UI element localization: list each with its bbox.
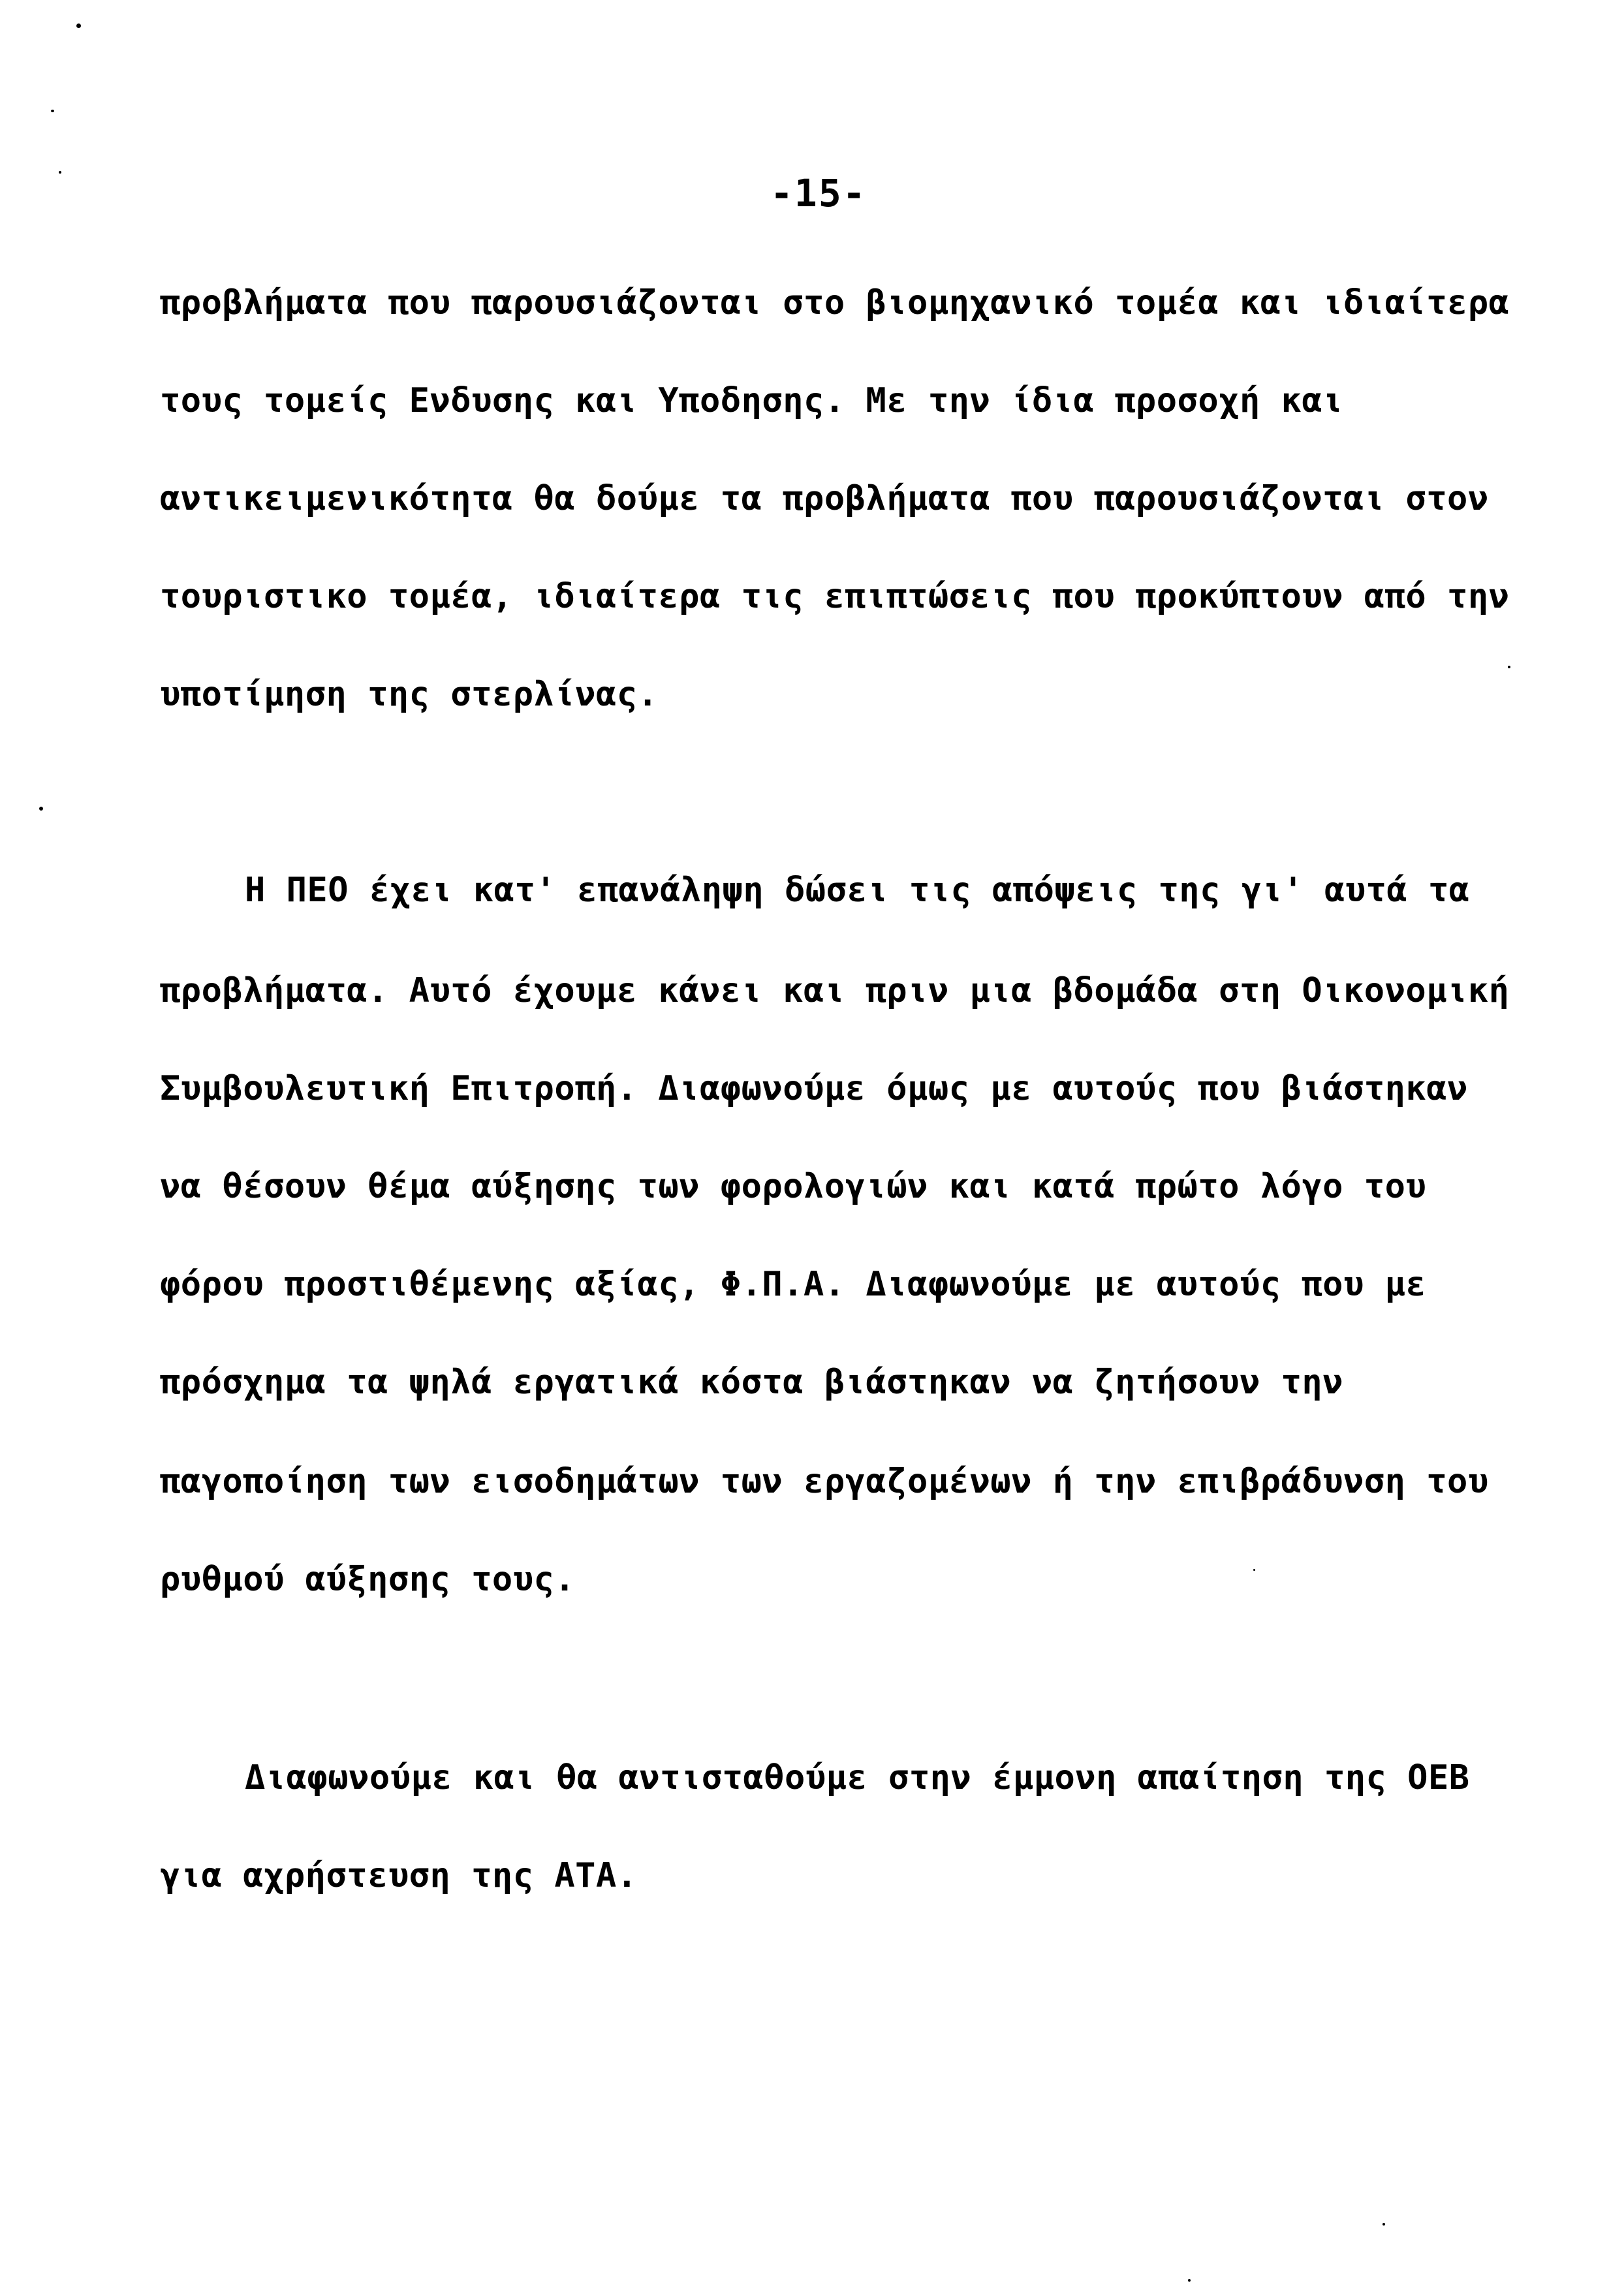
scan-speck <box>1188 2279 1191 2282</box>
paragraph-1-line-5: υποτίμηση της στερλίνας. <box>160 675 659 714</box>
paragraph-2-line-1: Η ΠΕΟ έχει κατ' επανάληψη δώσει τις απόψεις της γι' αυτά τα <box>245 871 1470 910</box>
paragraph-2-line-2: προβλήματα. Αυτό έχουμε κάνει και πριν μια βδομάδα στη Οικονομική <box>160 971 1510 1010</box>
scan-speck <box>51 110 54 112</box>
paragraph-2-line-6: πρόσχημα τα ψηλά εργατικά κόστα βιάστηκαν να ζητήσουν την <box>160 1363 1343 1402</box>
paragraph-2-line-4: να θέσουν θέμα αύξησης των φορολογιών και κατά πρώτο λόγο του <box>160 1167 1427 1206</box>
paragraph-1-line-3: αντικειμενικότητα θα δούμε τα προβλήματα που παρουσιάζονται στον <box>160 479 1489 518</box>
paragraph-2-line-7: παγοποίηση των εισοδημάτων των εργαζομένων ή την επιβράδυνση του <box>160 1462 1489 1501</box>
scan-speck <box>1382 2223 1385 2226</box>
paragraph-1-line-2: τους τομείς Ενδυσης και Υποδησης. Με την ίδια προσοχή και <box>160 381 1343 420</box>
paragraph-1-line-4: τουριστικο τομέα, ιδιαίτερα τις επιπτώσεις που προκύπτουν από την <box>160 577 1510 616</box>
paragraph-1-line-1: προβλήματα που παρουσιάζονται στο βιομηχανικό τομέα και ιδιαίτερα <box>160 283 1510 322</box>
paragraph-2-line-8: ρυθμού αύξησης τους. <box>160 1560 576 1599</box>
paragraph-3-line-1: Διαφωνούμε και θα αντισταθούμε στην έμμονη απαίτηση της ΟΕΒ <box>245 1758 1470 1797</box>
scan-speck <box>59 171 61 174</box>
paragraph-2-line-3: Συμβουλευτική Επιτροπή. Διαφωνούμε όμως με αυτούς που βιάστηκαν <box>160 1069 1468 1108</box>
scan-speck <box>76 23 81 28</box>
paragraph-2-line-5: φόρου προστιθέμενης αξίας, Φ.Π.Α. Διαφωνούμε με αυτούς που με <box>160 1265 1427 1304</box>
page-number: -15- <box>770 171 867 215</box>
scan-speck <box>39 807 43 811</box>
scan-speck <box>1253 1569 1255 1571</box>
paragraph-3-line-2: για αχρήστευση της ΑΤΑ. <box>160 1856 638 1895</box>
scan-speck <box>1508 666 1510 668</box>
